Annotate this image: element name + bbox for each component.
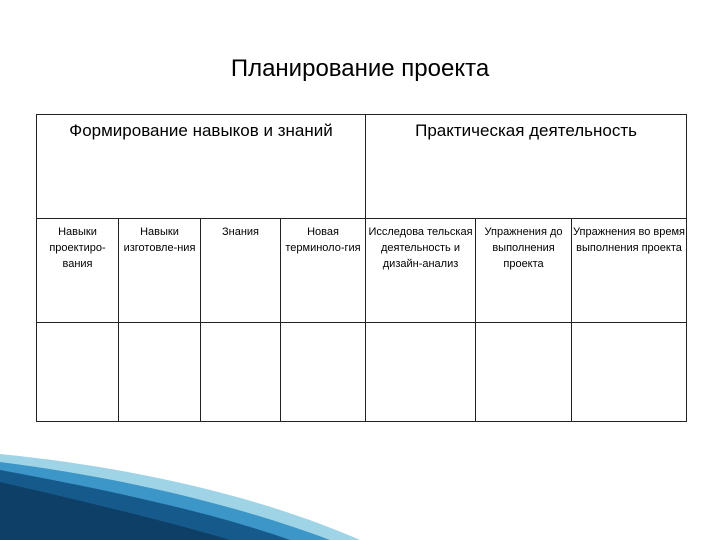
column-header: Новая терминоло-гия [281, 219, 366, 323]
group-header-row [37, 115, 687, 219]
table-cell[interactable] [572, 323, 687, 422]
page-title: Планирование проекта [230, 55, 490, 82]
table-cell[interactable] [37, 323, 119, 422]
column-header-row [37, 219, 687, 323]
table-cell[interactable] [119, 323, 201, 422]
table-cell[interactable] [201, 323, 281, 422]
table-row [37, 323, 687, 422]
column-header: Упражнения во время выполнения проекта [572, 219, 687, 323]
table-cell[interactable] [476, 323, 572, 422]
group-header-practice: Практическая деятельность [366, 115, 687, 219]
table-cell[interactable] [366, 323, 476, 422]
column-header: Знания [201, 219, 281, 323]
column-header: Навыки изготовле-ния [119, 219, 201, 323]
column-header: Исследова тельская деятельность и дизайн-анализ [366, 219, 476, 323]
project-planning-table [36, 114, 687, 422]
group-header-skills: Формирование навыков и знаний [37, 115, 366, 219]
column-header: Навыки проектиро-вания [37, 219, 119, 323]
column-header: Упражнения до выполнения проекта [476, 219, 572, 323]
table-cell[interactable] [281, 323, 366, 422]
